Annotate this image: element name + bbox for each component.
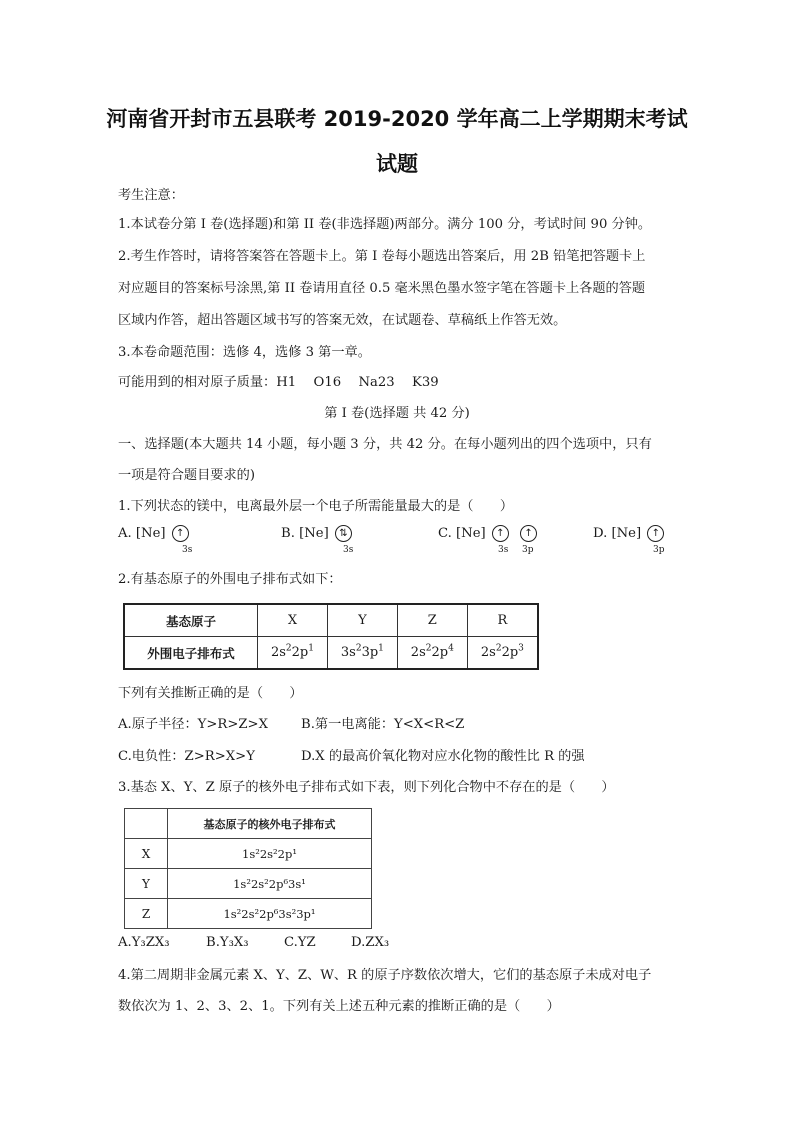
q3-option-c: C.YZ: [284, 935, 316, 950]
q3-row-config: 1s²2s²2p¹: [168, 839, 372, 869]
q3-stem: 3.基态 X、Y、Z 原子的核外电子排布式如下表，则下列化合物中不存在的是（ ）: [118, 780, 615, 795]
q2-element-x: X: [258, 604, 328, 637]
orbital-label: 3s: [498, 545, 509, 555]
q4-stem-line-1: 4.第二周期非金属元素 X、Y、Z、W、R 的原子序数依次增大，它们的基态原子未成对电子: [118, 968, 652, 983]
q3-table-head: 基态原子的核外电子排布式: [168, 809, 372, 839]
q1-option-d-label: D. [Ne]: [593, 526, 642, 541]
q2-config-x: $2s^22p^1$: [258, 637, 328, 670]
q2-stem: 2.有基态原子的外围电子排布式如下：: [118, 572, 342, 587]
page-title: 河南省开封市五县联考 2019-2020 学年高二上学期期末考试: [106, 107, 688, 131]
section-intro-2: 一项是符合题目要求的): [118, 468, 256, 483]
q3-row-config: 1s²2s²2p⁶3s²3p¹: [168, 899, 372, 929]
q3-row-label: Y: [125, 869, 168, 899]
page-title-continued: 试题: [376, 152, 418, 176]
atomic-mass-line: 可能用到的相对原子质量：H1 O16 Na23 K39: [118, 375, 439, 390]
q2-option-a: A.原子半径：Y>R>Z>X: [118, 717, 268, 732]
q4-stem-line-2: 数依次为 1、2、3、2、1。下列有关上述五种元素的推断正确的是（ ）: [118, 999, 560, 1014]
q1-option-b: [281, 525, 354, 555]
q3-option-d: D.ZX₃: [351, 935, 390, 950]
q2-element-r: R: [467, 604, 538, 637]
q2-option-c: C.电负性：Z>R>X>Y: [118, 749, 255, 764]
q3-config-table: [124, 808, 372, 929]
q2-config-y: $3s^23p^1$: [327, 637, 397, 670]
q2-config-r: $2s^22p^3$: [467, 637, 538, 670]
q2-config-z: $2s^22p^4$: [397, 637, 467, 670]
notice-line-1: 1.本试卷分第 I 卷(选择题)和第 II 卷(非选择题)两部分。满分 100 分，考试时间 90 分钟。: [118, 217, 652, 232]
orbital-box-icon: ↑: [172, 525, 189, 542]
q3-row-config: 1s²2s²2p⁶3s¹: [168, 869, 372, 899]
q2-config-table: [123, 603, 539, 670]
section-title: 第 I 卷(选择题 共 42 分): [324, 406, 470, 421]
q1-option-b-label: B. [Ne]: [281, 526, 329, 541]
notice-line-5: 3.本卷命题范围：选修 4，选修 3 第一章。: [118, 345, 371, 360]
q2-option-b: B.第一电离能：Y<X<R<Z: [301, 717, 465, 732]
q1-option-c-label: C. [Ne]: [438, 526, 486, 541]
q2-element-y: Y: [327, 604, 397, 637]
q1-options: [118, 525, 678, 561]
q3-option-b: B.Y₃X₃: [206, 935, 249, 950]
notice-line-4: 区域内作答，超出答题区域书写的答案无效，在试题卷、草稿纸上作答无效。: [118, 313, 567, 328]
q3-row-label: X: [125, 839, 168, 869]
q3-option-a: A.Y₃ZX₃: [118, 935, 170, 950]
q1-option-d: [593, 525, 665, 555]
notice-line-3: 对应题目的答案标号涂黑,第 II 卷请用直径 0.5 毫米黑色墨水签字笔在答题卡上各题的答题: [118, 281, 646, 296]
notice-line-2: 2.考生作答时，请将答案答在答题卡上。第 I 卷每小题选出答案后，用 2B 铅笔把答题卡上: [118, 249, 646, 264]
orbital-label: 3s: [343, 545, 354, 555]
q3-row-label: Z: [125, 899, 168, 929]
orbital-box-icon: ↑: [647, 525, 664, 542]
orbital-label: 3p: [653, 545, 665, 555]
q2-prompt: 下列有关推断正确的是（ ）: [118, 686, 303, 701]
orbital-label: 3s: [182, 545, 193, 555]
q1-option-a-label: A. [Ne]: [118, 526, 166, 541]
q2-table-head: 基态原子: [124, 604, 258, 637]
orbital-box-icon: ↑: [492, 525, 509, 542]
q1-option-a: [118, 525, 193, 555]
orbital-label: 3p: [522, 545, 534, 555]
q2-element-z: Z: [397, 604, 467, 637]
orbital-box-icon: ↑: [520, 525, 537, 542]
q2-option-d: D.X 的最高价氧化物对应水化物的酸性比 R 的强: [301, 749, 585, 764]
q1-option-c: [438, 525, 537, 555]
q1-stem: 1.下列状态的镁中，电离最外层一个电子所需能量最大的是（ ）: [118, 499, 514, 514]
orbital-box-icon: ⇅: [335, 525, 352, 542]
q2-row-label: 外围电子排布式: [124, 637, 258, 670]
section-intro-1: 一、选择题(本大题共 14 小题，每小题 3 分，共 42 分。在每小题列出的四个选项中，只有: [118, 437, 652, 452]
notice-header: 考生注意：: [118, 188, 184, 203]
